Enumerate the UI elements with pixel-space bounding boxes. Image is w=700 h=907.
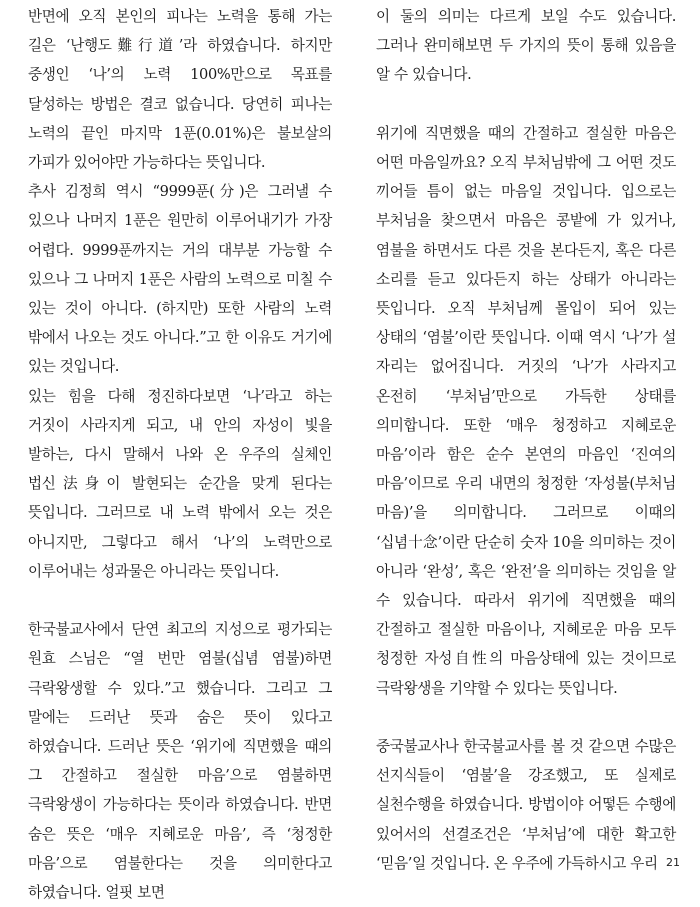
page-number: 21 bbox=[666, 856, 680, 869]
paragraph-spacer bbox=[376, 703, 676, 732]
paragraph: 중국불교사나 한국불교사를 볼 것 같으면 수많은 선지식들이 ‘염불’을 강조했고, 또 실제로 실천수행을 하였습니다. 방법이야 어떻든 수행에 있어서의 선결조건은 ‘부처님’에 대한 확고한 ‘믿음’일 것입니다. 온 우주에 가득하시고 우리 bbox=[376, 738, 676, 872]
paragraph: 한국불교사에서 단연 최고의 지성으로 평가되는 원효 스님은 “열 번만 염불(십념 염불)하면 극락왕생할 수 있다.”고 했습니다. 그리고 그 말에는 드러난 뜻과 숨은 뜻이 있다고 하였습니다. 드러난 뜻은 ‘위기에 직면했을 때의 그 간절하고 절실한 마음’으로 염불하면 극락왕생이 가능하다는 뜻이라 하였습니다. 반면 숨은 뜻은 ‘매우 지혜로운 마음’, 즉 ‘청정한 마음’으로 염불한다는 것을 의미한다고 하였습니다. 얼핏 보면 bbox=[28, 621, 332, 902]
paragraph: 반면에 오직 본인의 피나는 노력을 통해 가는 길은 ‘난행도難行道’라 하였습니다. 하지만 중생인 ‘나’의 노력 100%만으로 목표를 달성하는 방법은 결코 없습니다. 당연히 피나는 노력의 끝인 마지막 1푼(0.01%)은 불보살의 가피가 있어야만 가능하다는 뜻입니다. bbox=[28, 8, 332, 172]
paragraph: 위기에 직면했을 때의 간절하고 절실한 마음은 어떤 마음일까요? 오직 부처님밖에 그 어떤 것도 끼어들 틈이 없는 마음일 것입니다. 입으로는 부처님을 찾으면서 마음은 콩밭에 가 있거나, 염불을 하면서도 다른 것을 본다든지, 혹은 다른 소리를 듣고 있다든지 하는 상태가 아니라는 뜻입니다. 오직 부처님께 몰입이 되어 있는 상태의 ‘염불’이란 뜻입니다. 이때 역시 ‘나’가 설 자리는 없어집니다. 거짓의 ‘나’가 사라지고 온전히 ‘부처님’만으로 가득한 상태를 의미합니다. 또한 ‘매우 청정하고 지혜로운 마음’이라 함은 순수 본연의 마음인 ‘진여의 마음’이므로 우리 내면의 청정한 ‘자성불(부처님 마음)’을 의미합니다. 그러므로 이때의 ‘십념十念’이란 단순히 숫자 10을 의미하는 것이 아니라 ‘완성’, 혹은 ‘완전’을 의미하는 것임을 알 수 있습니다. 따라서 위기에 직면했을 때의 간절하고 절실한 마음이나, 지혜로운 마음 모두 청정한 자성自性의 마음상태에 있는 것이므로 극락왕생을 기약할 수 있다는 뜻입니다. bbox=[376, 124, 676, 697]
left-text-column bbox=[28, 2, 332, 907]
paragraph: 있는 힘을 다해 정진하다보면 ‘나’라고 하는 거짓이 사라지게 되고, 내 안의 자성이 빛을 발하는, 다시 말해서 나와 온 우주의 실체인 법신法身이 발현되는 순간을 맞게 된다는 뜻입니다. 그러므로 내 노력 밖에서 오는 것은 아니지만, 그렇다고 해서 ‘나’의 노력만으로 이루어내는 성과물은 아니라는 뜻입니다. bbox=[28, 387, 332, 580]
paragraph-spacer bbox=[376, 90, 676, 119]
paragraph: 이 둘의 의미는 다르게 보일 수도 있습니다. 그러나 완미해보면 두 가지의 뜻이 통해 있음을 알 수 있습니다. bbox=[376, 8, 676, 84]
right-text-column bbox=[376, 2, 676, 878]
paragraph: 추사 김정희 역시 “9999푼(分)은 그러낼 수 있으나 나머지 1푼은 원만히 이루어내기가 가장 어렵다. 9999푼까지는 거의 대부분 가능할 수 있으나 그 나머지 1푼은 사람의 노력으로 미칠 수 있는 것이 아니다. (하지만) 또한 사람의 노력 밖에서 나오는 것도 아니다.”고 한 이유도 거기에 있는 것입니다. bbox=[28, 183, 332, 376]
paragraph-spacer bbox=[28, 586, 332, 615]
